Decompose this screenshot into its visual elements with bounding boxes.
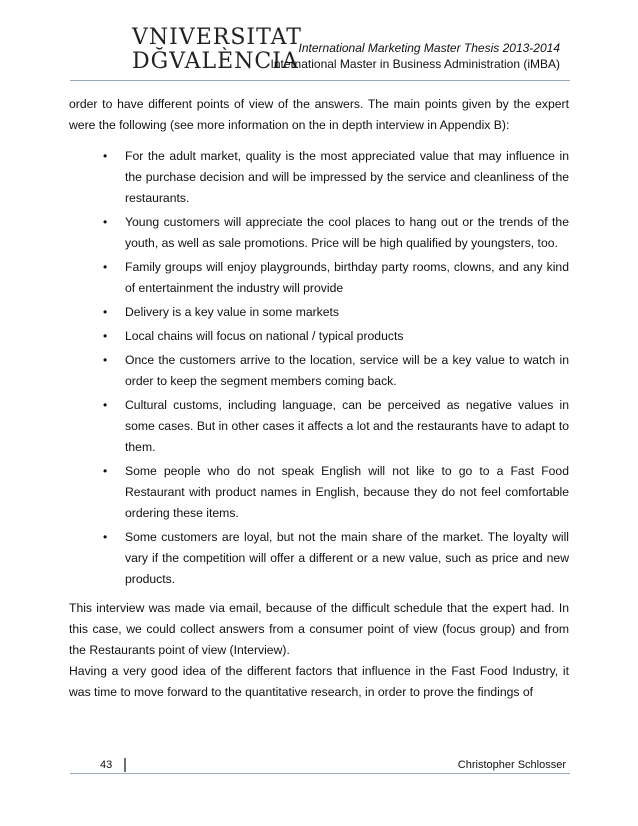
author-name: Christopher Schlosser [457, 759, 566, 771]
footer-separator [124, 758, 126, 772]
bullet-icon: • [103, 530, 108, 544]
bullet-icon: • [103, 398, 108, 412]
intro-paragraph: order to have different points of view of the answers. The main points given by the expert were the following (see more information on the in depth interview in Appendix B): [69, 97, 569, 132]
list-item: • Local chains will focus on national / typical products [125, 326, 569, 347]
quantitative-paragraph: Having a very good idea of the different factors that influence in the Fast Food Industry, it was time to move forward to the quantitative research, in order to prove the findings of [69, 664, 569, 699]
interview-paragraph: This interview was made via email, because of the difficult schedule that the expert had. In this case, we could collect answers from a consumer point of view (focus group) and from the Restaurants point of view (Interview). [69, 601, 569, 657]
bullet-icon: • [103, 149, 108, 163]
bullet-icon: • [103, 353, 108, 367]
page-number: 43 [100, 759, 113, 771]
page-header [0, 0, 638, 86]
page-footer [70, 758, 570, 778]
list-item: • Delivery is a key value in some markets [125, 302, 569, 323]
logo-line-2: DĞVALÈNCIA [132, 49, 299, 74]
bullet-icon: • [103, 464, 108, 478]
bullet-icon: • [103, 305, 108, 319]
header-text [271, 40, 560, 72]
list-item: • Cultural customs, including language, can be perceived as negative values in some cases. But in other cases it affects a lot and the restaurants have to adapt to them. [125, 395, 569, 458]
page-body [69, 94, 569, 703]
bullet-icon: • [103, 215, 108, 229]
bullet-icon: • [103, 260, 108, 274]
university-logo [132, 25, 302, 78]
footer-divider [70, 773, 570, 774]
thesis-title: International Marketing Master Thesis 2013-2014 [298, 41, 560, 55]
list-item: • Young customers will appreciate the cool places to hang out or the trends of the youth, as well as sale promotions. Price will be high qualified by youngsters, too. [125, 212, 569, 254]
list-item: • Family groups will enjoy playgrounds, birthday party rooms, clowns, and any kind of entertainment the industry will provide [125, 257, 569, 299]
list-item: • Some customers are loyal, but not the main share of the market. The loyalty will vary if the competition will offer a different or a new value, such as price and new products. [125, 527, 569, 590]
bullet-icon: • [103, 329, 108, 343]
expert-points-list [69, 146, 569, 590]
list-item: • For the adult market, quality is the most appreciated value that may influence in the purchase decision and will be impressed by the service and cleanliness of the restaurants. [125, 146, 569, 209]
list-item: • Some people who do not speak English will not like to go to a Fast Food Restaurant with product names in English, because they do not feel comfortable ordering these items. [125, 461, 569, 524]
list-item: • Once the customers arrive to the location, service will be a key value to watch in order to keep the segment members coming back. [125, 350, 569, 392]
header-divider [70, 80, 570, 81]
logo-line-1: VNIVERSITAT [132, 25, 302, 50]
program-name: International Master in Business Administration (iMBA) [270, 57, 560, 71]
